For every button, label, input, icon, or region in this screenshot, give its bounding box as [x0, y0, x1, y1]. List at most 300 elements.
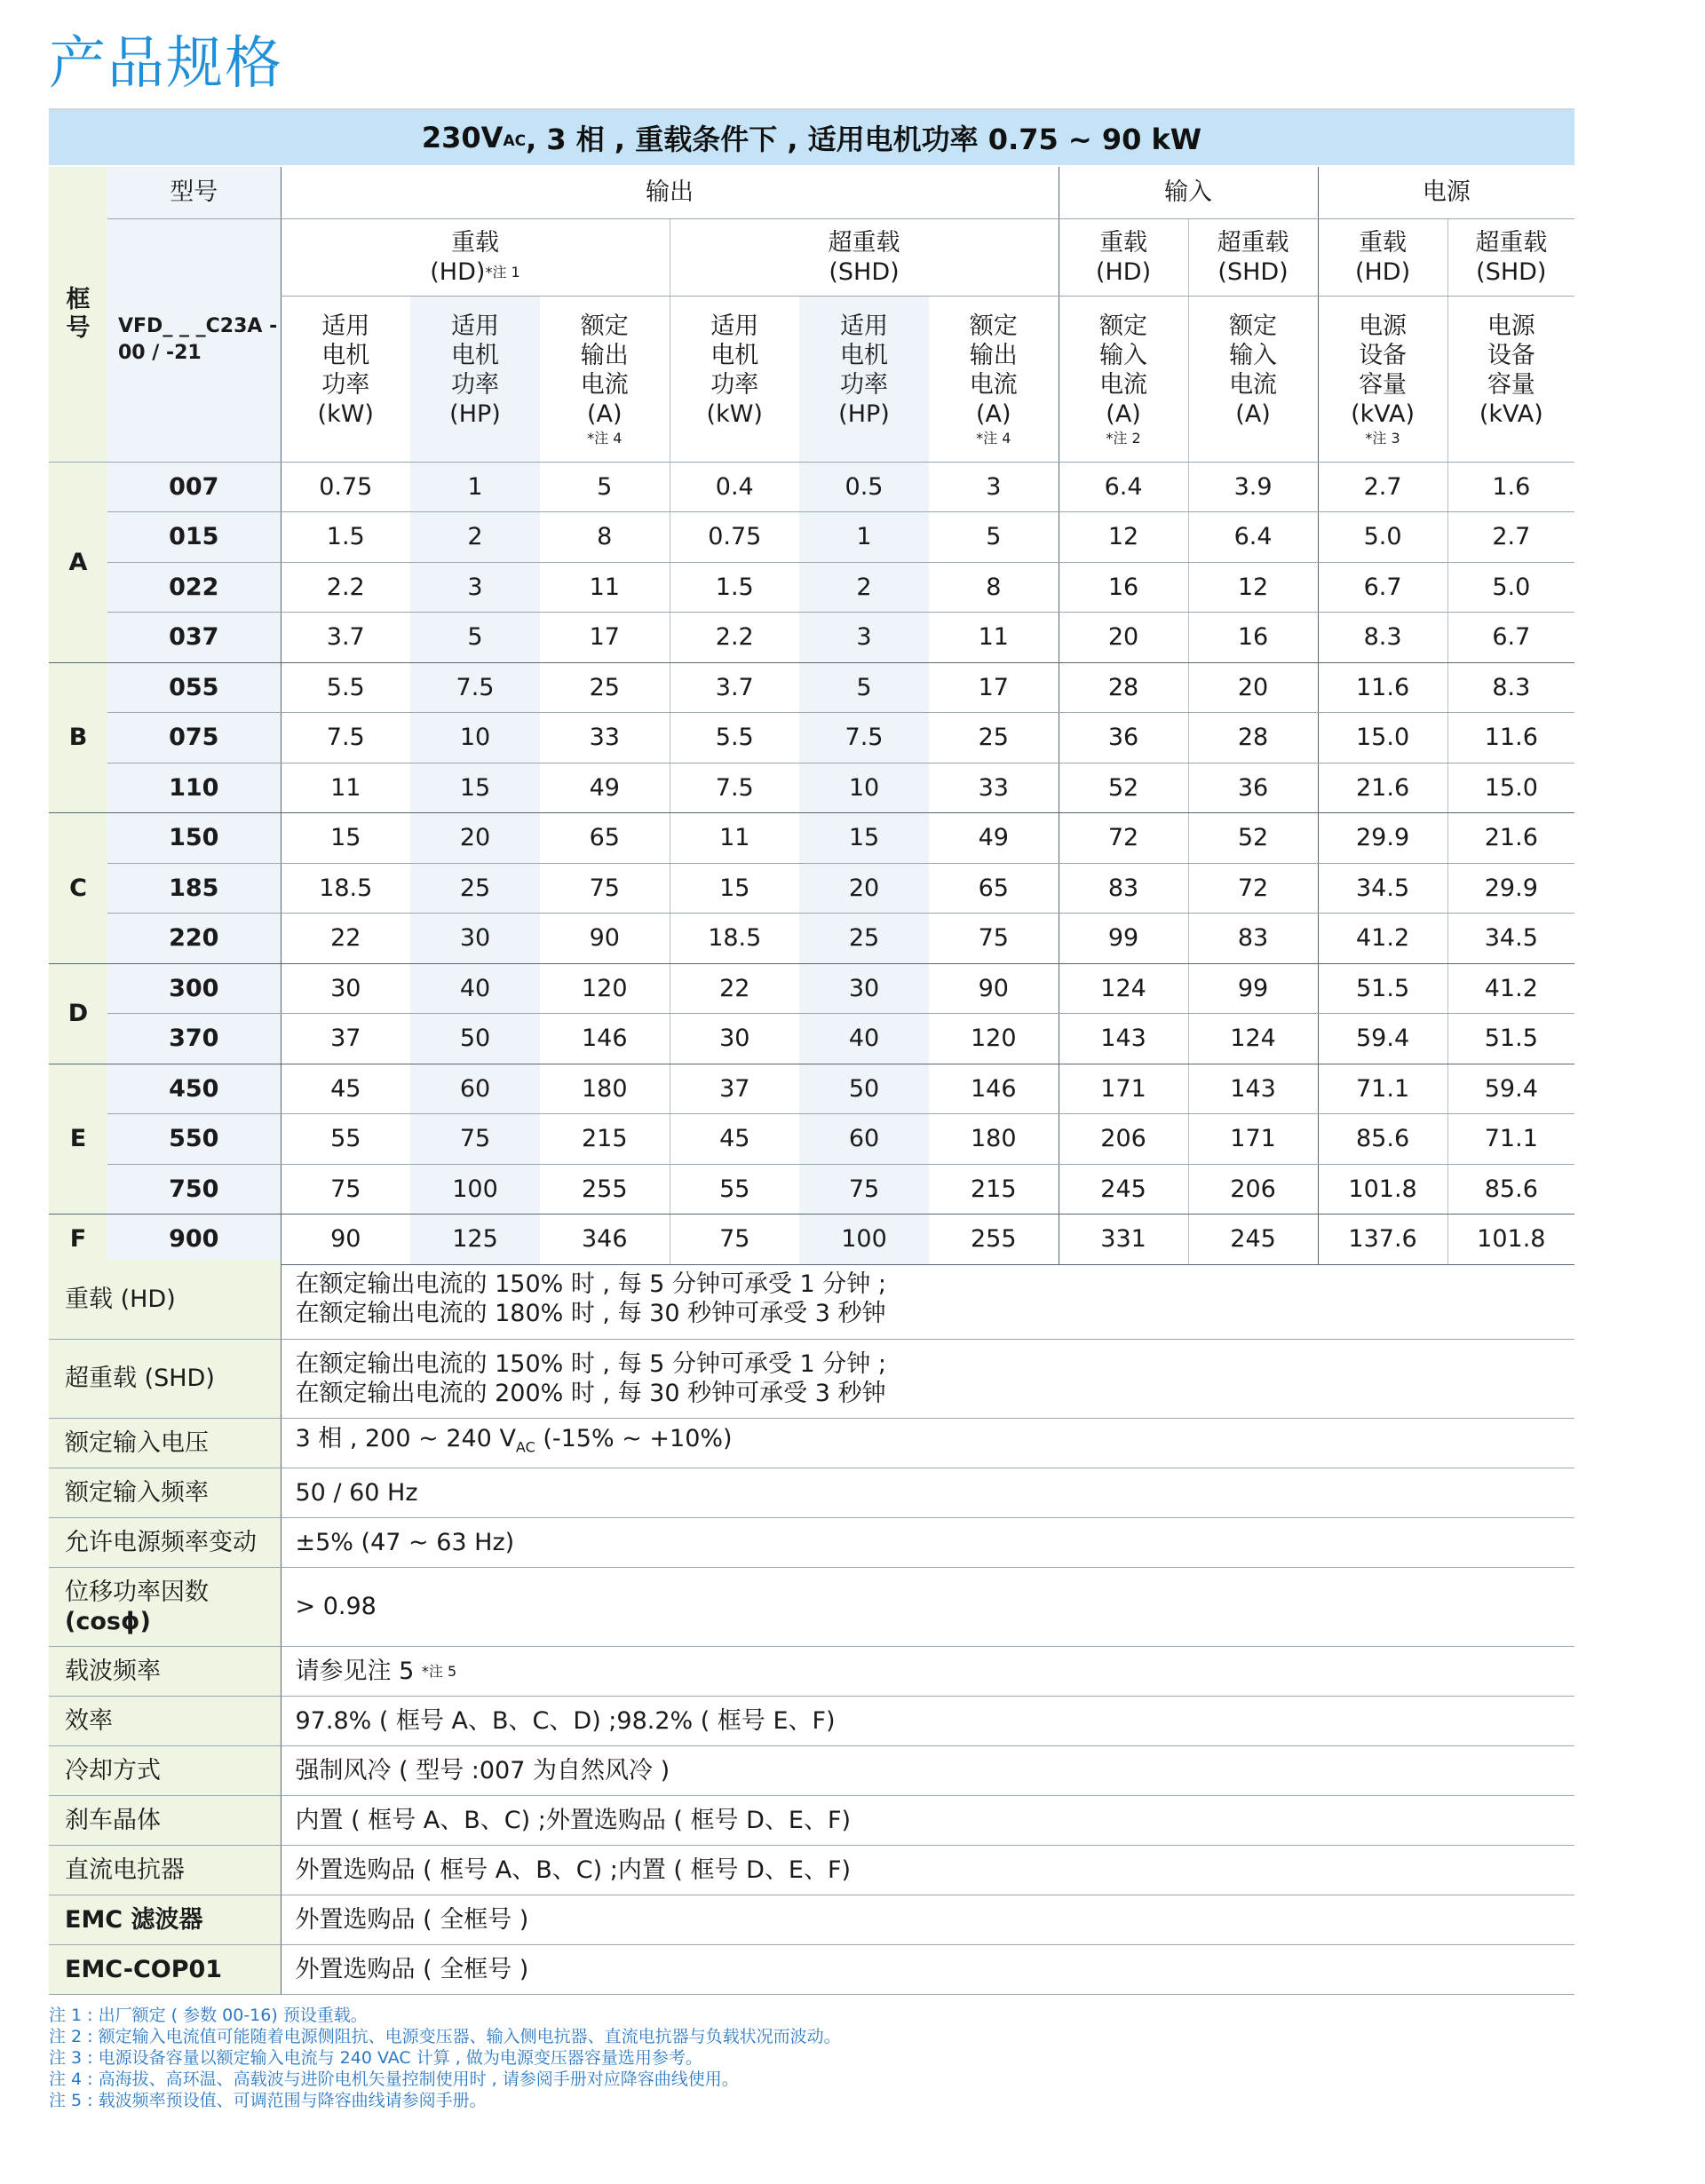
spec-row-fvar	[49, 1517, 1574, 1567]
power-hd-abbr: (HD)	[1354, 257, 1411, 286]
model-cell: 055	[107, 662, 281, 713]
footnote-2: 注 2 : 额定输入电流值可能随着电源侧阻抗、电源变压器、输入侧电抗器、直流电抗器与负载状况而波动。	[49, 2027, 841, 2046]
model-cell: 550	[107, 1114, 281, 1165]
value-cell: 20	[410, 813, 540, 864]
column-header-4-l2: 电机	[840, 341, 888, 369]
value-cell: 5	[929, 512, 1059, 563]
table-row	[49, 914, 1574, 964]
value-cell: 3	[799, 613, 929, 663]
spec-row-dcl	[49, 1845, 1574, 1895]
column-header-4-l3: 功率	[840, 370, 888, 399]
value-cell: 36	[1059, 713, 1188, 764]
value-cell: 25	[929, 713, 1059, 764]
value-cell: 11	[670, 813, 799, 864]
value-cell: 3.9	[1188, 462, 1318, 512]
shd-header	[670, 218, 1059, 296]
column-header-3-l1: 适用	[710, 312, 759, 340]
value-cell: 90	[281, 1215, 410, 1265]
banner-text-post: , 3 相 , 重载条件下 , 适用电机功率 0.75 ~ 90 kW	[526, 123, 1202, 156]
spec-banner	[49, 110, 1574, 165]
value-cell: 17	[540, 613, 670, 663]
column-header-8-l1: 电源	[1359, 312, 1408, 340]
value-cell: 12	[1059, 512, 1188, 563]
spec-key-pf-1: 位移功率因数	[65, 1578, 209, 1606]
column-header-7-l1: 额定	[1229, 312, 1278, 340]
value-cell: 100	[410, 1164, 540, 1215]
value-cell: 10	[410, 713, 540, 764]
value-cell: 124	[1188, 1014, 1318, 1064]
value-cell: 215	[929, 1164, 1059, 1215]
column-header-9-note	[1448, 431, 1575, 447]
shd-title: 超重载	[828, 228, 900, 257]
value-cell: 34.5	[1447, 914, 1574, 964]
column-header-7-l3: 电流	[1229, 370, 1278, 399]
column-header-3-l2: 电机	[710, 341, 759, 369]
value-cell: 50	[799, 1064, 929, 1114]
frame-label: F	[49, 1215, 107, 1265]
value-cell: 10	[799, 763, 929, 813]
model-cell: 900	[107, 1215, 281, 1265]
value-cell: 21.6	[1318, 763, 1447, 813]
value-cell: 12	[1188, 562, 1318, 613]
value-cell: 5.0	[1447, 562, 1574, 613]
value-cell: 15	[410, 763, 540, 813]
model-cell: 450	[107, 1064, 281, 1114]
column-header-9	[1447, 296, 1574, 462]
general-specs-table	[49, 1260, 1574, 1995]
value-cell: 124	[1059, 963, 1188, 1014]
value-cell: 171	[1188, 1114, 1318, 1165]
spec-key-shd: 超重载 (SHD)	[49, 1339, 281, 1418]
value-cell: 3	[410, 562, 540, 613]
value-cell: 25	[540, 662, 670, 713]
value-cell: 85.6	[1447, 1164, 1574, 1215]
value-cell: 55	[281, 1114, 410, 1165]
value-cell: 49	[929, 813, 1059, 864]
value-cell: 28	[1059, 662, 1188, 713]
value-cell: 11.6	[1447, 713, 1574, 764]
value-cell: 28	[1188, 713, 1318, 764]
value-cell: 72	[1059, 813, 1188, 864]
column-header-6-l3: 电流	[1099, 370, 1148, 399]
spec-key-brake: 刹车晶体	[49, 1795, 281, 1845]
spec-val-volt-post: (-15% ~ +10%)	[535, 1424, 733, 1452]
value-cell: 6.7	[1447, 613, 1574, 663]
column-header-6	[1059, 296, 1188, 462]
column-header-9-l1: 电源	[1487, 312, 1535, 340]
value-cell: 37	[281, 1014, 410, 1064]
footnote-3: 注 3 : 电源设备容量以额定输入电流与 240 VAC 计算 , 做为电源变压器容量选用参考。	[49, 2048, 702, 2068]
value-cell: 75	[281, 1164, 410, 1215]
column-header-2-l4: (A)	[586, 400, 623, 428]
value-cell: 245	[1188, 1215, 1318, 1265]
value-cell: 65	[540, 813, 670, 864]
value-cell: 101.8	[1447, 1215, 1574, 1265]
value-cell: 1	[799, 512, 929, 563]
value-cell: 206	[1188, 1164, 1318, 1215]
table-row	[49, 1064, 1574, 1114]
value-cell: 8.3	[1447, 662, 1574, 713]
value-cell: 71.1	[1447, 1114, 1574, 1165]
value-cell: 75	[410, 1114, 540, 1165]
power-hd-header	[1318, 218, 1447, 296]
value-cell: 41.2	[1447, 963, 1574, 1014]
value-cell: 60	[799, 1114, 929, 1165]
spec-val-dcl: 外置选购品 ( 框号 A、B、C) ;内置 ( 框号 D、E、F)	[281, 1845, 1574, 1895]
spec-val-hd	[281, 1260, 1574, 1339]
value-cell: 346	[540, 1215, 670, 1265]
value-cell: 2.2	[281, 562, 410, 613]
column-header-6-note: *注 2	[1106, 429, 1141, 447]
value-cell: 6.4	[1188, 512, 1318, 563]
model-cell: 370	[107, 1014, 281, 1064]
model-cell: 185	[107, 863, 281, 914]
value-cell: 171	[1059, 1064, 1188, 1114]
spec-row-pf	[49, 1567, 1574, 1646]
model-cell: 015	[107, 512, 281, 563]
table-row	[49, 763, 1574, 813]
value-cell: 29.9	[1318, 813, 1447, 864]
spec-key-cop: EMC-COP01	[49, 1944, 281, 1994]
value-cell: 1	[410, 462, 540, 512]
value-cell: 22	[670, 963, 799, 1014]
value-cell: 75	[670, 1215, 799, 1265]
value-cell: 2	[410, 512, 540, 563]
spec-row-shd	[49, 1339, 1574, 1418]
input-hd-title: 重载	[1099, 228, 1148, 257]
spec-row-cool	[49, 1745, 1574, 1795]
spec-key-carrier: 载波频率	[49, 1646, 281, 1696]
value-cell: 7.5	[670, 763, 799, 813]
column-header-3-note	[670, 431, 800, 447]
value-cell: 0.5	[799, 462, 929, 512]
value-cell: 55	[670, 1164, 799, 1215]
value-cell: 2.7	[1447, 512, 1574, 563]
column-header-1-l3: 功率	[451, 370, 499, 399]
value-cell: 8	[540, 512, 670, 563]
input-shd-header	[1188, 218, 1318, 296]
spec-row-volt	[49, 1418, 1574, 1468]
spec-key-pf	[49, 1567, 281, 1646]
column-header-5-l1: 额定	[969, 312, 1018, 340]
spec-key-pf-2: (cosϕ)	[65, 1607, 151, 1635]
column-header-5-l3: 电流	[969, 370, 1018, 399]
value-cell: 83	[1059, 863, 1188, 914]
column-header-6-l4: (A)	[1106, 400, 1141, 428]
banner-text-pre: 230V	[421, 121, 504, 154]
value-cell: 146	[540, 1014, 670, 1064]
hd-abbr-wrap	[282, 257, 670, 287]
table-row	[49, 1164, 1574, 1215]
column-header-4	[799, 296, 929, 462]
value-cell: 21.6	[1447, 813, 1574, 864]
value-cell: 2.7	[1318, 462, 1447, 512]
column-header-8-l4: (kVA)	[1351, 400, 1416, 428]
value-cell: 8.3	[1318, 613, 1447, 663]
column-header-0-l1: 适用	[321, 312, 370, 340]
table-row	[49, 963, 1574, 1014]
value-cell: 0.4	[670, 462, 799, 512]
spec-table	[49, 167, 1574, 1265]
spec-key-emc: EMC 滤波器	[49, 1895, 281, 1944]
spec-val-cool: 强制风冷 ( 型号 :007 为自然风冷 )	[281, 1745, 1574, 1795]
value-cell: 20	[799, 863, 929, 914]
input-shd-title: 超重载	[1217, 228, 1289, 257]
column-header-9-l2: 设备	[1487, 341, 1535, 369]
frame-label: E	[49, 1064, 107, 1215]
power-hd-title: 重载	[1359, 228, 1408, 257]
value-cell: 180	[929, 1114, 1059, 1165]
power-header: 电源	[1318, 167, 1574, 218]
hd-title: 重载	[451, 228, 499, 257]
column-header-2	[540, 296, 670, 462]
table-row	[49, 562, 1574, 613]
value-cell: 255	[929, 1215, 1059, 1265]
spec-row-eff	[49, 1696, 1574, 1745]
column-header-0	[281, 296, 410, 462]
value-cell: 25	[799, 914, 929, 964]
value-cell: 90	[929, 963, 1059, 1014]
value-cell: 34.5	[1318, 863, 1447, 914]
spec-row-freq	[49, 1468, 1574, 1517]
frame-label: B	[49, 662, 107, 813]
table-row	[49, 462, 1574, 512]
column-header-8-l3: 容量	[1359, 370, 1408, 399]
value-cell: 5	[540, 462, 670, 512]
power-shd-abbr: (SHD)	[1476, 257, 1547, 286]
footnote-1: 注 1 : 出厂额定 ( 参数 00-16) 预设重载。	[49, 2006, 368, 2025]
input-hd-abbr: (HD)	[1095, 257, 1152, 286]
value-cell: 71.1	[1318, 1064, 1447, 1114]
value-cell: 36	[1188, 763, 1318, 813]
value-cell: 5	[410, 613, 540, 663]
value-cell: 45	[670, 1114, 799, 1165]
value-cell: 1.6	[1447, 462, 1574, 512]
spec-val-carrier-note: *注 5	[421, 1662, 457, 1680]
value-cell: 83	[1188, 914, 1318, 964]
column-header-5-note: *注 4	[976, 429, 1011, 447]
value-cell: 11	[540, 562, 670, 613]
column-header-2-l2: 输出	[580, 341, 629, 369]
value-cell: 65	[929, 863, 1059, 914]
input-shd-abbr: (SHD)	[1217, 257, 1289, 286]
value-cell: 0.75	[281, 462, 410, 512]
model-cell: 110	[107, 763, 281, 813]
value-cell: 75	[540, 863, 670, 914]
spec-key-freq: 额定输入频率	[49, 1468, 281, 1517]
value-cell: 50	[410, 1014, 540, 1064]
column-header-1-note	[410, 431, 540, 447]
value-cell: 45	[281, 1064, 410, 1114]
spec-val-shd-2: 在额定输出电流的 200% 时 , 每 30 秒钟可承受 3 秒钟	[295, 1379, 886, 1407]
value-cell: 11.6	[1318, 662, 1447, 713]
hd-abbr: (HD)	[430, 257, 486, 286]
value-cell: 17	[929, 662, 1059, 713]
model-cell: 750	[107, 1164, 281, 1215]
column-header-4-l4: (HP)	[838, 400, 890, 428]
value-cell: 101.8	[1318, 1164, 1447, 1215]
spec-val-volt-pre: 3 相 , 200 ~ 240 V	[295, 1424, 516, 1452]
spec-val-brake: 内置 ( 框号 A、B、C) ;外置选购品 ( 框号 D、E、F)	[281, 1795, 1574, 1845]
column-header-7-l2: 输入	[1229, 341, 1278, 369]
value-cell: 6.7	[1318, 562, 1447, 613]
table-row	[49, 512, 1574, 563]
value-cell: 30	[799, 963, 929, 1014]
value-cell: 5.5	[670, 713, 799, 764]
output-header: 输出	[281, 167, 1059, 218]
frame-header-text: 框号	[66, 285, 91, 342]
spec-row-brake	[49, 1795, 1574, 1845]
value-cell: 16	[1188, 613, 1318, 663]
model-cell: 075	[107, 713, 281, 764]
hd-note: *注 1	[485, 263, 520, 281]
column-header-3-l4: (kW)	[706, 400, 763, 428]
value-cell: 40	[799, 1014, 929, 1064]
value-cell: 180	[540, 1064, 670, 1114]
value-cell: 125	[410, 1215, 540, 1265]
value-cell: 72	[1188, 863, 1318, 914]
value-cell: 1.5	[281, 512, 410, 563]
value-cell: 206	[1059, 1114, 1188, 1165]
spec-key-cool: 冷却方式	[49, 1745, 281, 1795]
spec-val-fvar: ±5% (47 ~ 63 Hz)	[281, 1517, 1574, 1567]
spec-val-shd-1: 在额定输出电流的 150% 时 , 每 5 分钟可承受 1 分钟 ;	[295, 1349, 886, 1378]
hd-header	[281, 218, 670, 296]
value-cell: 20	[1188, 662, 1318, 713]
column-header-9-l4: (kVA)	[1479, 400, 1543, 428]
value-cell: 255	[540, 1164, 670, 1215]
column-header-1-l2: 电机	[451, 341, 499, 369]
table-row	[49, 863, 1574, 914]
spec-val-freq: 50 / 60 Hz	[281, 1468, 1574, 1517]
value-cell: 85.6	[1318, 1114, 1447, 1165]
value-cell: 331	[1059, 1215, 1188, 1265]
spec-key-eff: 效率	[49, 1696, 281, 1745]
spec-body	[49, 462, 1574, 1264]
spec-val-emc: 外置选购品 ( 全框号 )	[281, 1895, 1574, 1944]
spec-val-hd-1: 在额定输出电流的 150% 时 , 每 5 分钟可承受 1 分钟 ;	[295, 1270, 886, 1299]
value-cell: 15	[670, 863, 799, 914]
column-header-0-note	[282, 431, 411, 447]
column-header-7-note	[1189, 431, 1318, 447]
value-cell: 25	[410, 863, 540, 914]
value-cell: 52	[1059, 763, 1188, 813]
value-cell: 100	[799, 1215, 929, 1265]
value-cell: 33	[929, 763, 1059, 813]
value-cell: 30	[410, 914, 540, 964]
value-cell: 33	[540, 713, 670, 764]
footnote-5: 注 5 : 载波频率预设值、可调范围与降容曲线请参阅手册。	[49, 2091, 487, 2110]
spec-val-volt-sub: AC	[515, 1438, 535, 1456]
value-cell: 18.5	[281, 863, 410, 914]
value-cell: 15	[281, 813, 410, 864]
value-cell: 3	[929, 462, 1059, 512]
footnotes	[49, 2005, 841, 2111]
value-cell: 5.5	[281, 662, 410, 713]
frame-label: C	[49, 813, 107, 964]
value-cell: 29.9	[1447, 863, 1574, 914]
value-cell: 52	[1188, 813, 1318, 864]
value-cell: 137.6	[1318, 1215, 1447, 1265]
model-code	[107, 218, 281, 462]
column-header-7	[1188, 296, 1318, 462]
spec-key-dcl: 直流电抗器	[49, 1845, 281, 1895]
table-row	[49, 1215, 1574, 1265]
value-cell: 99	[1059, 914, 1188, 964]
value-cell: 143	[1188, 1064, 1318, 1114]
column-header-5-l4: (A)	[976, 400, 1011, 428]
value-cell: 11	[281, 763, 410, 813]
table-row	[49, 662, 1574, 713]
value-cell: 5.0	[1318, 512, 1447, 563]
value-cell: 7.5	[799, 713, 929, 764]
model-cell: 300	[107, 963, 281, 1014]
model-cell: 037	[107, 613, 281, 663]
value-cell: 7.5	[410, 662, 540, 713]
value-cell: 120	[929, 1014, 1059, 1064]
power-shd-title: 超重载	[1475, 228, 1548, 257]
value-cell: 99	[1188, 963, 1318, 1014]
spec-val-shd	[281, 1339, 1574, 1418]
column-header-2-note: *注 4	[587, 429, 623, 447]
value-cell: 30	[281, 963, 410, 1014]
page-title: 产品规格	[49, 31, 283, 97]
value-cell: 15	[799, 813, 929, 864]
column-header-7-l4: (A)	[1235, 400, 1271, 428]
column-header-0-l4: (kW)	[317, 400, 374, 428]
column-header-2-l3: 电流	[580, 370, 629, 399]
column-header-4-l1: 适用	[840, 312, 888, 340]
value-cell: 20	[1059, 613, 1188, 663]
input-header: 输入	[1059, 167, 1318, 218]
value-cell: 215	[540, 1114, 670, 1165]
spec-val-hd-2: 在额定输出电流的 180% 时 , 每 30 秒钟可承受 3 秒钟	[295, 1300, 886, 1328]
frame-header	[49, 167, 107, 462]
value-cell: 11	[929, 613, 1059, 663]
table-row	[49, 1014, 1574, 1064]
value-cell: 51.5	[1318, 963, 1447, 1014]
value-cell: 3.7	[281, 613, 410, 663]
column-header-1-l4: (HP)	[449, 400, 501, 428]
model-code-text: VFD_ _ _C23A -00 / -21	[118, 315, 278, 364]
value-cell: 75	[929, 914, 1059, 964]
column-header-4-note	[799, 431, 929, 447]
value-cell: 2.2	[670, 613, 799, 663]
shd-abbr: (SHD)	[829, 257, 900, 286]
value-cell: 6.4	[1059, 462, 1188, 512]
column-header-6-l1: 额定	[1099, 312, 1148, 340]
value-cell: 16	[1059, 562, 1188, 613]
value-cell: 0.75	[670, 512, 799, 563]
frame-label: D	[49, 963, 107, 1064]
value-cell: 146	[929, 1064, 1059, 1114]
value-cell: 15.0	[1318, 713, 1447, 764]
value-cell: 245	[1059, 1164, 1188, 1215]
column-header-2-l1: 额定	[580, 312, 629, 340]
column-header-1	[410, 296, 540, 462]
spec-row-hd	[49, 1260, 1574, 1339]
value-cell: 30	[670, 1014, 799, 1064]
column-header-0-l2: 电机	[321, 341, 370, 369]
table-row	[49, 813, 1574, 864]
value-cell: 37	[670, 1064, 799, 1114]
column-header-3-l3: 功率	[710, 370, 759, 399]
spec-key-fvar: 允许电源频率变动	[49, 1517, 281, 1567]
spec-row-cop	[49, 1944, 1574, 1994]
table-row	[49, 1114, 1574, 1165]
value-cell: 22	[281, 914, 410, 964]
spec-val-eff: 97.8% ( 框号 A、B、C、D) ;98.2% ( 框号 E、F)	[281, 1696, 1574, 1745]
